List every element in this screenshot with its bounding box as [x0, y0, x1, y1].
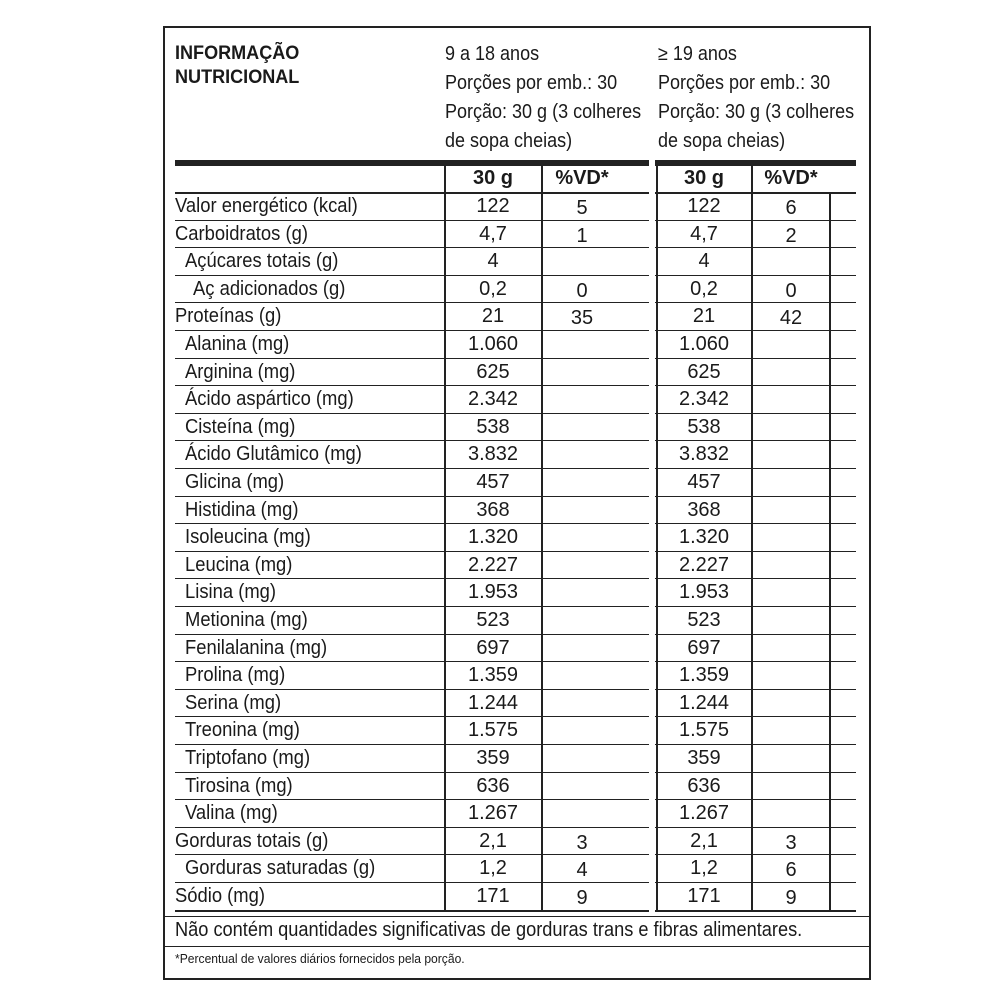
nutrient-name: Cisteína (mg): [185, 415, 296, 438]
value-portion-b: 523: [687, 609, 721, 631]
value-portion-a: 1,2: [479, 857, 507, 880]
nutrient-name: Fenilalanina (mg): [185, 636, 328, 659]
value-vd-b: [752, 775, 830, 802]
value-portion-a: 1.060: [467, 333, 519, 355]
value-portion-a: 1.244: [467, 691, 519, 714]
nutrient-name: Sódio (mg): [175, 885, 265, 907]
col-header-vd-a: %VD*: [555, 167, 609, 189]
value-vd-b: [752, 637, 830, 664]
value-portion-a: 457: [476, 471, 510, 493]
value-portion-a: 538: [476, 415, 510, 438]
value-vd-b: [752, 747, 830, 774]
value-portion-b: 1.359: [678, 664, 730, 687]
value-portion-b: 0,2: [690, 277, 718, 300]
nutrient-name: Aç adicionados (g): [193, 277, 346, 300]
group-a-age: 9 a 18 anos: [445, 43, 540, 65]
value-vd-a: [543, 499, 621, 526]
nutrient-name: Glicina (mg): [185, 471, 285, 493]
nutrient-name: Proteínas (g): [175, 305, 282, 328]
value-vd-a: 5: [576, 197, 588, 219]
nutrient-name: Açúcares totais (g): [185, 250, 339, 273]
row-divider-a: [175, 910, 649, 912]
col-header-vd-b: %VD*: [764, 167, 818, 189]
value-portion-b: 368: [687, 498, 721, 521]
group-header-19-plus: [658, 40, 854, 156]
value-portion-a: 2.342: [467, 388, 519, 411]
nutrient-name: Arginina (mg): [185, 360, 296, 383]
column-separator: [541, 166, 543, 910]
value-portion-b: 359: [687, 747, 721, 769]
value-vd-b: [752, 802, 830, 829]
column-separator: [829, 192, 831, 910]
column-separator: [656, 166, 658, 910]
nutrient-name: Gorduras saturadas (g): [185, 857, 376, 880]
value-portion-a: 1.575: [467, 719, 519, 742]
nutrient-name: Lisina (mg): [185, 581, 277, 604]
value-portion-b: 3.832: [678, 443, 730, 466]
value-portion-b: 4,7: [690, 222, 718, 245]
value-vd-b: [752, 554, 830, 581]
group-a-portion: Porção: 30 g (3 colheres: [445, 101, 642, 123]
value-vd-a: [543, 416, 621, 443]
value-vd-a: [543, 719, 621, 746]
value-portion-b: 538: [687, 415, 721, 438]
value-vd-b: 3: [785, 831, 797, 854]
value-portion-a: 1.953: [467, 581, 519, 604]
value-portion-a: 1.267: [467, 802, 519, 825]
group-b-age: ≥ 19 anos: [658, 43, 737, 65]
value-portion-a: 3.832: [467, 443, 519, 466]
value-vd-b: 9: [785, 887, 797, 909]
value-portion-b: 636: [687, 774, 721, 797]
nutrient-name: Metionina (mg): [185, 609, 308, 631]
nutrient-name: Histidina (mg): [185, 498, 299, 521]
value-vd-a: [543, 637, 621, 664]
value-portion-a: 625: [476, 360, 510, 383]
nutrition-facts-label: [163, 26, 871, 980]
value-vd-a: 4: [576, 859, 588, 882]
trans-fat-fiber-note: Não contém quantidades significativas de gorduras trans e fibras alimentares.: [175, 919, 803, 941]
value-portion-b: 1.244: [678, 691, 730, 714]
value-vd-a: [543, 802, 621, 829]
value-portion-a: 368: [476, 498, 510, 521]
value-vd-b: [752, 443, 830, 470]
nutrient-name: Tirosina (mg): [185, 774, 293, 797]
value-vd-b: [752, 581, 830, 608]
column-separator: [444, 166, 446, 910]
value-portion-a: 171: [476, 885, 510, 907]
value-vd-b: [752, 499, 830, 526]
value-vd-b: [752, 416, 830, 443]
value-portion-a: 2.227: [467, 553, 519, 576]
nutrient-name: Carboidratos (g): [175, 222, 308, 245]
value-portion-b: 4: [698, 250, 710, 273]
value-portion-b: 697: [687, 636, 721, 659]
value-portion-a: 122: [476, 195, 510, 217]
value-portion-b: 2.342: [678, 388, 730, 411]
value-vd-a: [543, 526, 621, 553]
value-portion-b: 122: [687, 195, 721, 217]
group-a-portion-cont: de sopa cheias): [445, 130, 573, 152]
value-vd-b: [752, 719, 830, 746]
value-portion-b: 21: [692, 305, 716, 328]
value-portion-b: 457: [687, 471, 721, 493]
value-portion-b: 1,2: [690, 857, 718, 880]
title-line-2: NUTRICIONAL: [175, 67, 300, 88]
value-portion-a: 2,1: [479, 829, 507, 852]
value-vd-a: 3: [576, 831, 588, 854]
nutrient-name: Alanina (mg): [185, 333, 290, 355]
value-vd-b: [752, 333, 830, 360]
value-vd-b: [752, 609, 830, 636]
value-vd-a: [543, 471, 621, 498]
daily-value-footnote: *Percentual de valores diários fornecidos pela porção.: [175, 951, 465, 966]
footnote-divider: [165, 946, 869, 947]
title-line-1: INFORMAÇÃO: [175, 43, 300, 64]
value-vd-b: 0: [785, 279, 797, 302]
value-vd-a: [543, 692, 621, 719]
col-header-portion-b: 30 g: [683, 167, 725, 189]
value-portion-b: 625: [687, 360, 721, 383]
value-vd-b: 6: [785, 197, 797, 219]
group-b-servings: Porções por emb.: 30: [658, 72, 831, 94]
nutrient-name: Prolina (mg): [185, 664, 286, 687]
group-header-9-18: [445, 40, 641, 156]
group-b-portion-cont: de sopa cheias): [658, 130, 786, 152]
value-vd-a: [543, 388, 621, 415]
value-vd-b: [752, 471, 830, 498]
value-vd-a: 1: [576, 224, 588, 247]
value-portion-b: 1.267: [678, 802, 730, 825]
value-vd-b: 42: [779, 307, 803, 330]
value-vd-b: [752, 692, 830, 719]
value-portion-a: 0,2: [479, 277, 507, 300]
value-vd-a: [543, 554, 621, 581]
value-portion-a: 1.359: [467, 664, 519, 687]
column-separator: [751, 166, 753, 910]
label-title: [175, 42, 299, 90]
nutrient-name: Leucina (mg): [185, 553, 293, 576]
value-vd-b: [752, 664, 830, 691]
value-vd-a: [543, 333, 621, 360]
value-vd-a: [543, 664, 621, 691]
value-portion-b: 2,1: [690, 829, 718, 852]
value-vd-a: [543, 747, 621, 774]
value-portion-a: 359: [476, 747, 510, 769]
value-portion-b: 171: [687, 885, 721, 907]
value-vd-b: 6: [785, 859, 797, 882]
value-portion-a: 4,7: [479, 222, 507, 245]
value-vd-a: [543, 361, 621, 388]
nutrient-name: Gorduras totais (g): [175, 829, 329, 852]
row-divider-b: [655, 910, 856, 912]
nutrient-name: Ácido Glutâmico (mg): [185, 443, 362, 466]
group-b-portion: Porção: 30 g (3 colheres: [658, 101, 855, 123]
value-portion-b: 2.227: [678, 553, 730, 576]
nutrient-name: Triptofano (mg): [185, 747, 311, 769]
value-vd-b: [752, 361, 830, 388]
value-vd-b: 2: [785, 224, 797, 247]
value-vd-a: [543, 775, 621, 802]
value-vd-a: [543, 250, 621, 277]
value-portion-a: 697: [476, 636, 510, 659]
nutrient-name: Valina (mg): [185, 802, 278, 825]
value-vd-a: [543, 443, 621, 470]
value-vd-b: [752, 388, 830, 415]
col-header-portion-a: 30 g: [472, 167, 514, 189]
group-a-servings: Porções por emb.: 30: [445, 72, 618, 94]
value-portion-a: 4: [487, 250, 499, 273]
value-portion-a: 21: [481, 305, 505, 328]
value-vd-a: [543, 581, 621, 608]
value-portion-a: 636: [476, 774, 510, 797]
value-portion-a: 523: [476, 609, 510, 631]
value-portion-b: 1.320: [678, 526, 730, 549]
nutrient-name: Isoleucina (mg): [185, 526, 311, 549]
value-portion-b: 1.953: [678, 581, 730, 604]
value-vd-b: [752, 526, 830, 553]
value-vd-a: 0: [576, 279, 588, 302]
nutrient-name: Treonina (mg): [185, 719, 300, 742]
value-vd-b: [752, 250, 830, 277]
value-portion-a: 1.320: [467, 526, 519, 549]
value-portion-b: 1.575: [678, 719, 730, 742]
nutrient-name: Serina (mg): [185, 691, 282, 714]
value-vd-a: 35: [570, 307, 594, 330]
nutrient-name: Valor energético (kcal): [175, 195, 358, 217]
value-portion-b: 1.060: [678, 333, 730, 355]
value-vd-a: [543, 609, 621, 636]
value-vd-a: 9: [576, 887, 588, 909]
nutrient-name: Ácido aspártico (mg): [185, 388, 354, 411]
